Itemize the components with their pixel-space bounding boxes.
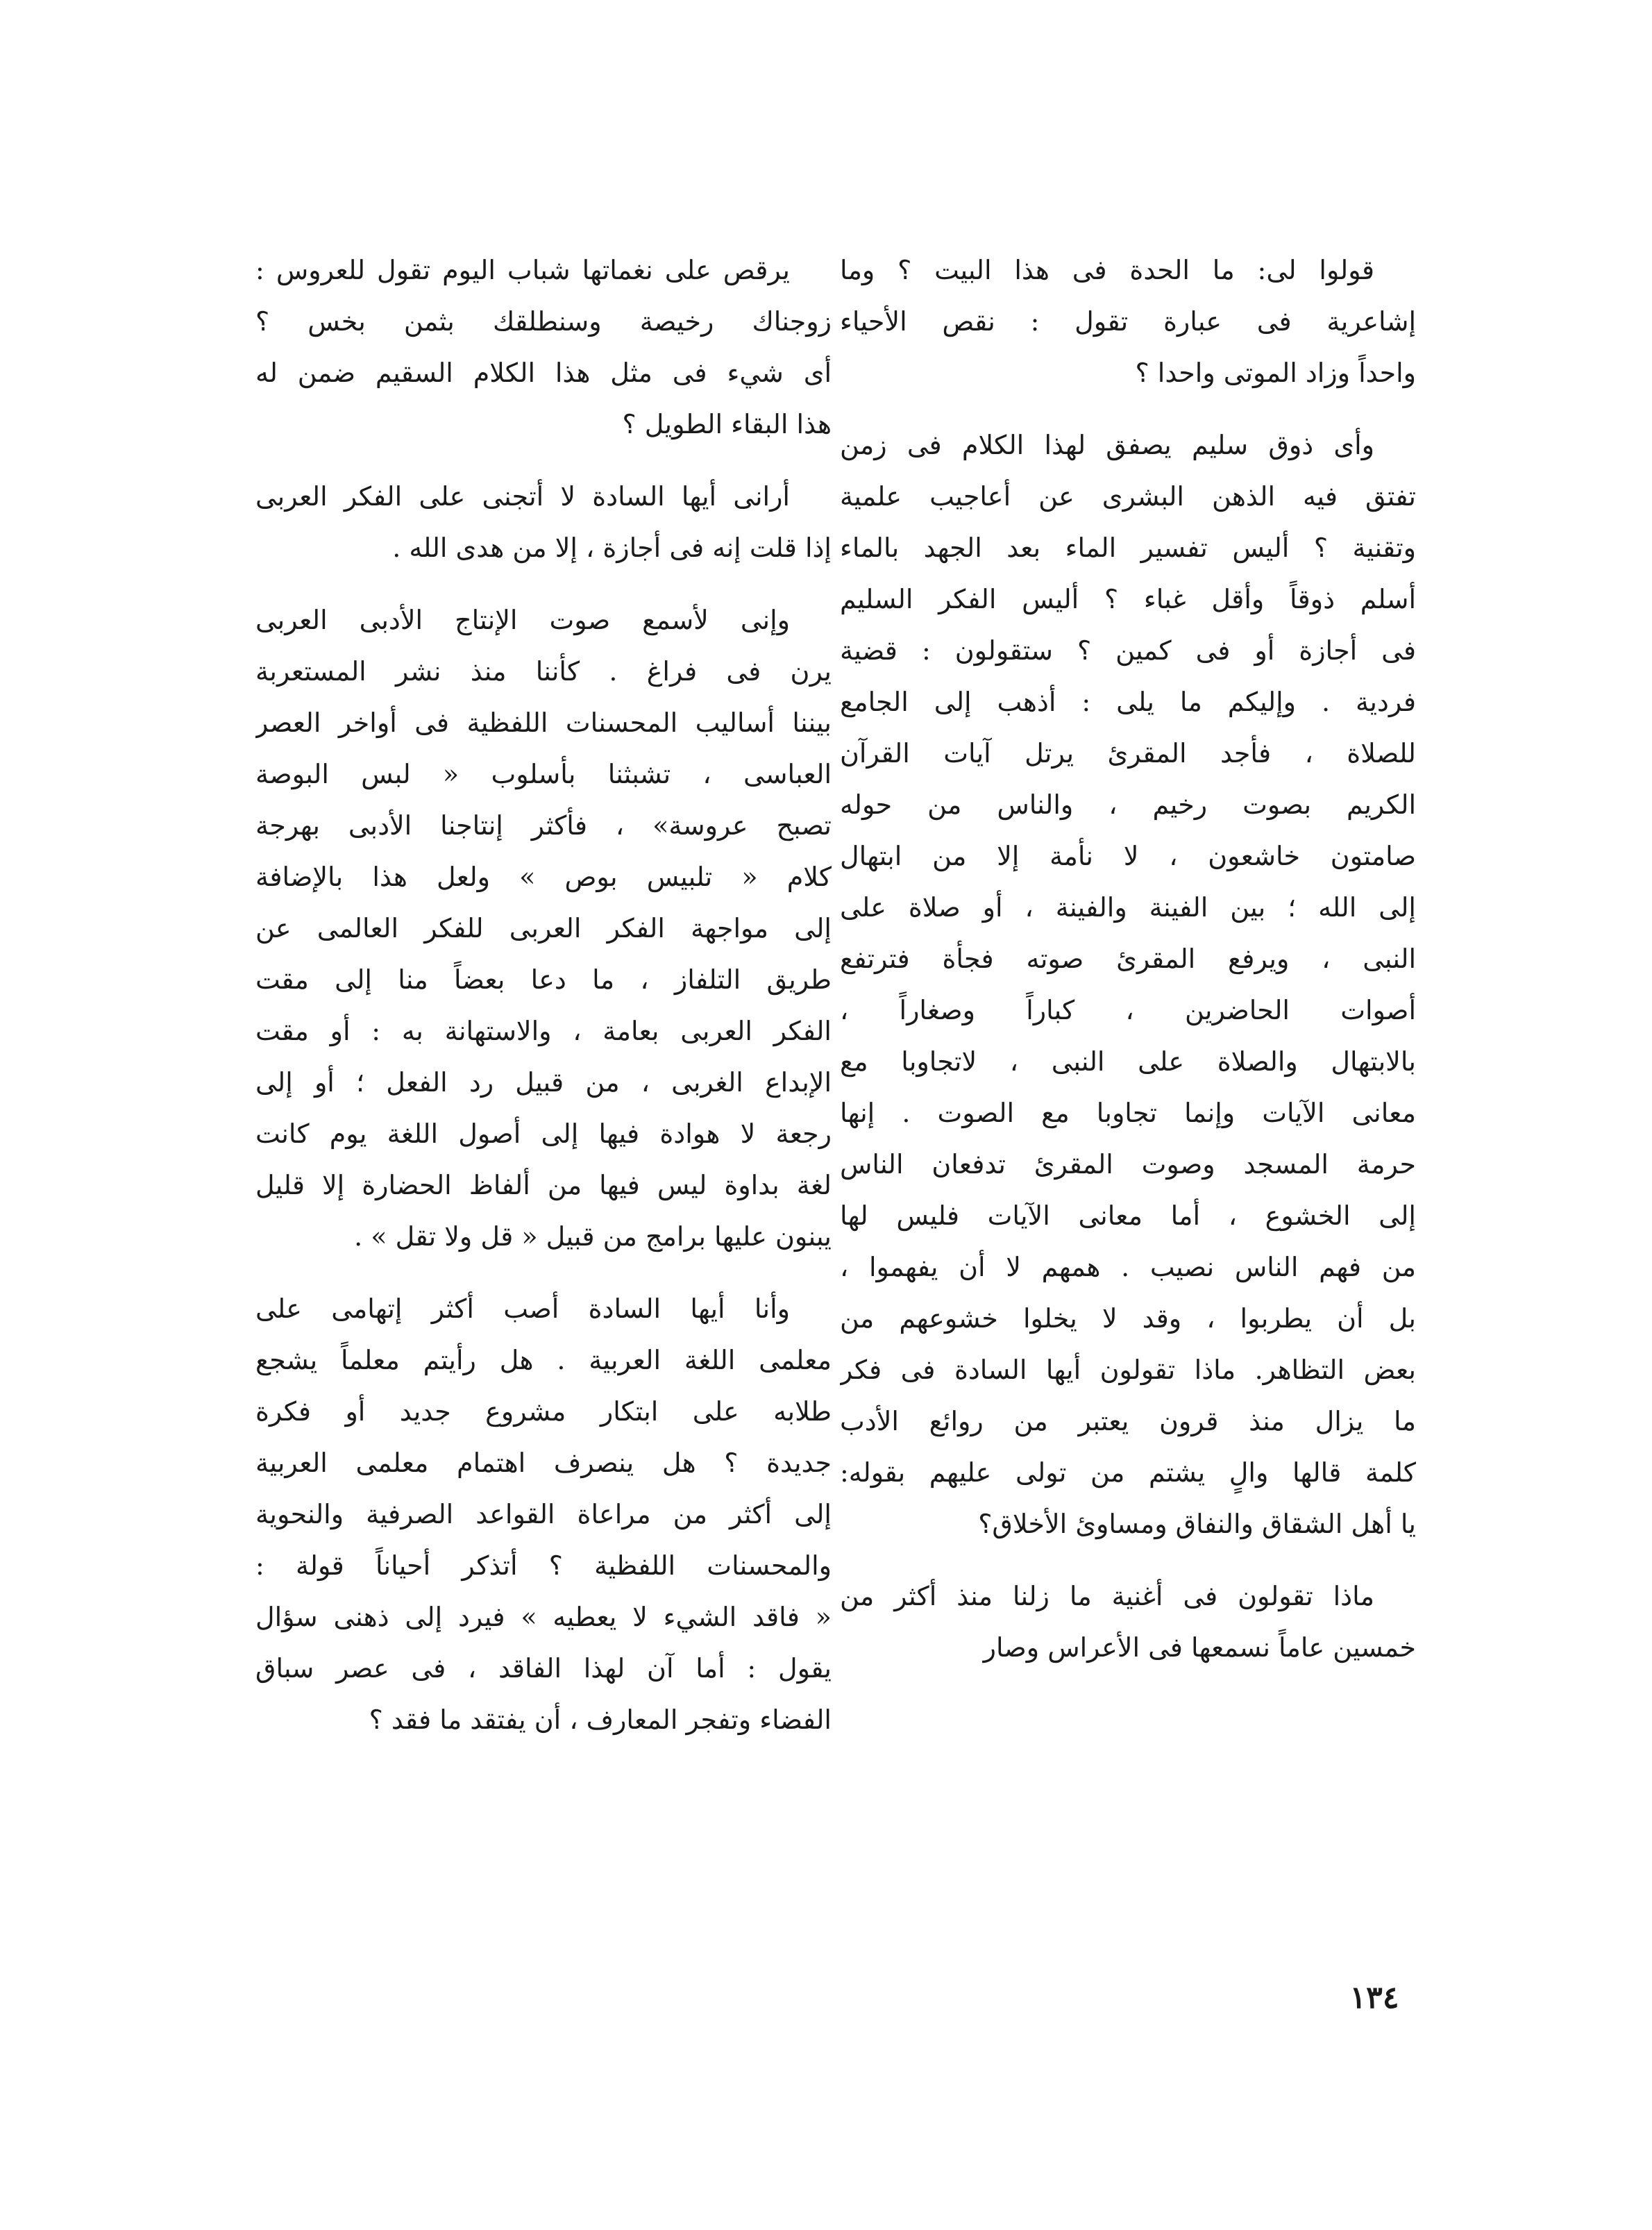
text-line: تفتق فيه الذهن البشرى عن أعاجيب علمية [840,481,1416,512]
text-line: والمحسنات اللفظية ؟ أتذكر أحياناً قولة : [255,1550,832,1581]
text-line: أسلم ذوقاً وأقل غباء ؟ أليس الفكر السليم [840,584,1416,614]
text-line: طلابه على ابتكار مشروع جديد أو فكرة [255,1396,832,1427]
text-line: أرانى أيها السادة لا أتجنى على الفكر العربى [255,481,790,512]
text-line: وإنى لأسمع صوت الإنتاج الأدبى العربى [255,605,790,635]
text-line: يقول : أما آن لهذا الفاقد ، فى عصر سباق [255,1653,832,1684]
text-line: إلى أكثر من مراعاة القواعد الصرفية والنحوية [255,1499,832,1529]
text-line: قولوا لى: ما الحدة فى هذا البيت ؟ وما [840,255,1374,285]
text-line: بعض التظاهر. ماذا تقولون أيها السادة فى فكر [840,1355,1416,1385]
page-number: ١٣٤ [1349,1980,1399,2015]
text-line: وأنا أيها السادة أصب أكثر إتهامى على [255,1293,790,1324]
text-line: يبنون عليها برامج من قبيل « قل ولا تقل » . [354,1221,832,1252]
text-line: « فاقد الشيء لا يعطيه » فيرد إلى ذهنى سؤال [255,1602,832,1632]
text-line: الإبداع الغربى ، من قبيل رد الفعل ؛ أو إلى [255,1067,832,1098]
text-line: وأى ذوق سليم يصفق لهذا الكلام فى زمن [840,430,1374,460]
text-line: واحداً وزاد الموتى واحدا ؟ [1135,358,1416,388]
text-line: إلى الخشوع ، أما معانى الآيات فليس لها [840,1200,1416,1231]
paragraph [840,244,1416,399]
paragraph [840,1570,1416,1673]
text-line: هذا البقاء الطويل ؟ [622,409,832,439]
text-line: إلى مواجهة الفكر العربى للفكر العالمى عن [255,913,832,944]
text-line: رجعة لا هوادة فيها إلى أصول اللغة يوم كانت [255,1118,832,1149]
text-line: أى شيء فى مثل هذا الكلام السقيم ضمن له [255,358,832,388]
text-line: معانى الآيات وإنما تجاوبا مع الصوت . إنها [840,1098,1416,1128]
text-line: لغة بداوة ليس فيها من ألفاظ الحضارة إلا قليل [255,1170,832,1200]
text-line: أصوات الحاضرين ، كباراً وصغاراً ، [840,995,1416,1025]
text-line: وتقنية ؟ أليس تفسير الماء بعد الجهد بالماء [840,533,1416,563]
text-line: كلام « تلبيس بوص » ولعل هذا بالإضافة [255,862,832,892]
left-column [255,244,832,1766]
text-line: ما يزال منذ قرون يعتبر من روائع الأدب [840,1406,1416,1436]
text-line: معلمى اللغة العربية . هل رأيتم معلماً يشجع [255,1345,832,1375]
text-line: كلمة قالها والٍ يشتم من تولى عليهم بقوله: [840,1457,1416,1488]
text-line: إذا قلت إنه فى أجازة ، إلا من هدى الله . [392,533,832,563]
text-line: طريق التلفاز ، ما دعا بعضاً منا إلى مقت [255,964,832,995]
text-line: خمسين عاماً نسمعها فى الأعراس وصار [983,1632,1416,1663]
text-line: صامتون خاشعون ، لا نأمة إلا من ابتهال [840,841,1416,871]
text-line: إشاعرية فى عبارة تقول : نقص الأحياء [840,306,1416,337]
text-line: الكريم بصوت رخيم ، والناس من حوله [840,789,1416,820]
text-line: العباسى ، تشبثنا بأسلوب « لبس البوصة [255,759,832,789]
text-line: النبى ، ويرفع المقرئ صوته فجأة فترتفع [840,944,1416,974]
text-line: يرن فى فراغ . كأننا منذ نشر المستعربة [255,656,832,687]
paragraph [255,1283,832,1745]
text-line: تصبح عروسة» ، فأكثر إنتاجنا الأدبى بهرجة [255,810,832,841]
text-line: جديدة ؟ هل ينصرف اهتمام معلمى العربية [255,1448,832,1478]
paragraph [255,244,832,450]
text-line: حرمة المسجد وصوت المقرئ تدفعان الناس [840,1149,1416,1180]
paragraph [255,594,832,1262]
text-line: للصلاة ، فأجد المقرئ يرتل آيات القرآن [840,738,1416,769]
text-line: ماذا تقولون فى أغنية ما زلنا منذ أكثر من [840,1581,1374,1611]
text-line: الفضاء وتفجر المعارف ، أن يفتقد ما فقد ؟ [369,1704,832,1735]
text-line: فى أجازة أو فى كمين ؟ ستقولون : قضية [840,635,1416,666]
text-line: بيننا أساليب المحسنات اللفظية فى أواخر العصر [255,707,832,738]
text-line: بالابتهال والصلاة على النبى ، لاتجاوبا مع [840,1046,1416,1077]
text-line: يرقص على نغماتها شباب اليوم تقول للعروس : [255,255,790,285]
text-line: بل أن يطربوا ، وقد لا يخلوا خشوعهم من [840,1303,1416,1334]
paragraph [255,471,832,573]
text-line: يا أهل الشقاق والنفاق ومساوئ الأخلاق؟ [978,1509,1416,1539]
paragraph [840,419,1416,1550]
text-line: من فهم الناس نصيب . همهم لا أن يفهموا ، [840,1252,1416,1282]
text-line: فردية . وإليكم ما يلى : أذهب إلى الجامع [840,687,1416,717]
text-line: الفكر العربى بعامة ، والاستهانة به : أو مقت [255,1016,832,1046]
text-line: إلى الله ؛ بين الفينة والفينة ، أو صلاة على [840,892,1416,923]
right-column [840,244,1416,1694]
text-line: زوجناك رخيصة وسنطلقك بثمن بخس ؟ [255,306,832,337]
